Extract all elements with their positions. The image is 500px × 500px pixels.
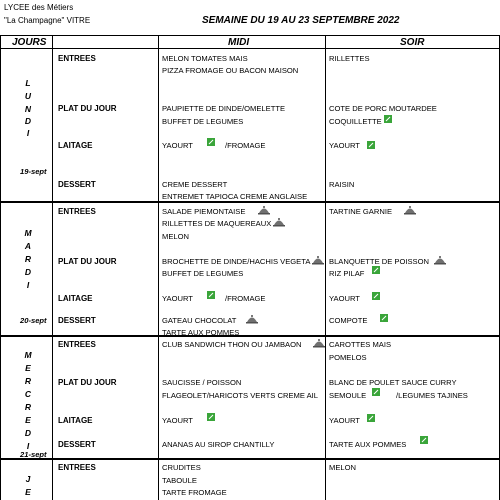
category-plat: PLAT DU JOUR [58,378,117,387]
day-letter: E [25,363,31,373]
leaf-icon [372,266,380,274]
menu-item: TARTE AUX POMMES [329,440,407,449]
menu-item: CLUB SANDWICH THON OU JAMBAON [162,340,302,349]
cloche-icon [258,205,270,215]
leaf-icon [207,291,215,299]
menu-item: SEMOULE [329,391,367,400]
leaf-icon [372,388,380,396]
cloche-icon [434,255,446,265]
category-entrees: ENTREES [58,207,96,216]
menu-item: RILLETTES [329,54,370,63]
day-letter: M [24,350,32,360]
leaf-icon [420,436,428,444]
category-entrees: ENTREES [58,340,96,349]
grid-line [0,35,500,36]
cloche-icon [273,217,285,227]
menu-item: BUFFET DE LEGUMES [162,269,244,278]
menu-item: ANANAS AU SIROP CHANTILLY [162,440,275,449]
menu-item: TABOULE [162,476,197,485]
menu-item: FLAGEOLET/HARICOTS VERTS CREME AIL [162,391,318,400]
day-date: 19-sept [20,167,47,176]
category-entrees: ENTREES [58,54,96,63]
menu-item: RIZ PILAF [329,269,365,278]
category-entrees: ENTREES [58,463,96,472]
day-separator [0,335,500,337]
category-laitage: LAITAGE [58,416,93,425]
day-letter: I [26,441,30,451]
day-letter: D [24,428,32,438]
day-letter: C [24,389,32,399]
menu-item: ENTREMET TAPIOCA CREME ANGLAISE [162,192,308,201]
column-header-midi: MIDI [228,37,250,48]
day-date: 21-sept [20,450,47,459]
day-letter: I [26,280,30,290]
day-letter: D [24,267,32,277]
day-letter: E [25,415,31,425]
day-letter: U [24,91,32,101]
category-laitage: LAITAGE [58,294,93,303]
grid-line [325,35,326,500]
category-laitage: LAITAGE [58,141,93,150]
menu-item: /FROMAGE [225,141,266,150]
category-plat: PLAT DU JOUR [58,104,117,113]
day-letter: J [25,474,31,484]
menu-item: YAOURT [329,294,360,303]
category-dessert: DESSERT [58,180,96,189]
menu-item: YAOURT [329,416,360,425]
day-date: 20-sept [20,316,47,325]
menu-item: SALADE PIEMONTAISE [162,207,246,216]
menu-item: CRUDITES [162,463,201,472]
day-letter: R [24,402,32,412]
school-name: LYCEE des Métiers [4,3,74,12]
menu-item: YAOURT [162,141,193,150]
column-header-soir: SOIR [400,37,425,48]
menu-item: TARTINE GARNIE [329,207,393,216]
menu-item: BLANC DE POULET SAUCE CURRY [329,378,457,387]
category-dessert: DESSERT [58,316,96,325]
menu-item: YAOURT [162,294,193,303]
menu-item: SAUCISSE / POISSON [162,378,242,387]
cloche-icon [313,338,325,348]
leaf-icon [207,138,215,146]
day-letter: R [24,254,32,264]
menu-item: PAUPIETTE DE DINDE/OMELETTE [162,104,286,113]
menu-item: MELON [162,232,190,241]
menu-item: BROCHETTE DE DINDE/HACHIS VEGETA [162,257,311,266]
menu-item: TARTE AUX POMMES [162,328,240,337]
grid-line [0,48,500,49]
menu-item: CREME DESSERT [162,180,228,189]
menu-item: MELON TOMATES MAIS [162,54,248,63]
menu-item: CAROTTES MAIS [329,340,392,349]
day-letter: M [24,228,32,238]
day-letter: E [25,487,31,497]
menu-item: RAISIN [329,180,355,189]
menu-item: POMELOS [329,353,367,362]
menu-item: COQUILLETTE [329,117,382,126]
leaf-icon [367,141,375,149]
leaf-icon [380,314,388,322]
day-separator [0,201,500,203]
week-title: SEMAINE DU 19 AU 23 SEPTEMBRE 2022 [202,15,400,26]
leaf-icon [384,115,392,123]
day-letter: D [24,116,32,126]
menu-item: GATEAU CHOCOLAT [162,316,237,325]
leaf-icon [372,292,380,300]
day-letter: L [25,78,31,88]
day-separator [0,458,500,460]
school-location: "La Champagne" VITRE [4,16,91,25]
grid-line [52,35,53,500]
menu-item: COTE DE PORC MOUTARDEE [329,104,437,113]
grid-line [158,35,159,500]
cloche-icon [404,205,416,215]
category-dessert: DESSERT [58,440,96,449]
menu-item: YAOURT [329,141,360,150]
menu-item: YAOURT [162,416,193,425]
day-letter: I [26,128,30,138]
menu-item: MELON [329,463,357,472]
cloche-icon [246,314,258,324]
day-letter: N [24,104,32,114]
category-plat: PLAT DU JOUR [58,257,117,266]
grid-line [0,35,1,500]
cloche-icon [312,255,324,265]
menu-item: RILLETTES DE MAQUEREAUX [162,219,272,228]
menu-item: PIZZA FROMAGE OU BACON MAISON [162,66,299,75]
menu-item: BLANQUETTE DE POISSON [329,257,430,266]
menu-item: /LEGUMES TAJINES [396,391,468,400]
leaf-icon [367,414,375,422]
leaf-icon [207,413,215,421]
day-letter: A [24,241,32,251]
menu-item: TARTE FROMAGE [162,488,227,497]
menu-item: COMPOTE [329,316,368,325]
menu-item: /FROMAGE [225,294,266,303]
column-header-jours: JOURS [12,37,47,48]
day-letter: R [24,376,32,386]
menu-item: BUFFET DE LEGUMES [162,117,244,126]
